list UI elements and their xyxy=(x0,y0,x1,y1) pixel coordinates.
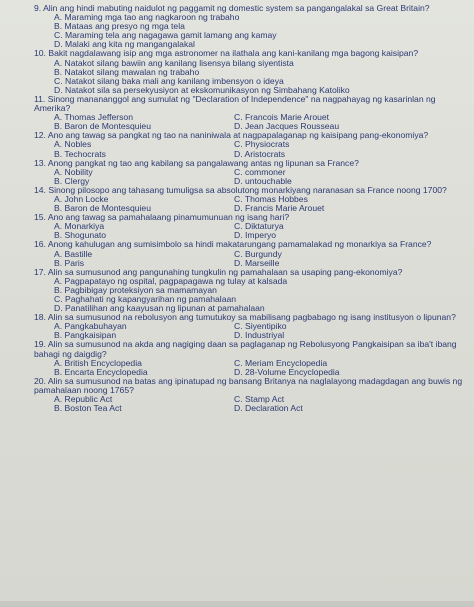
answer-option: D. Aristocrats xyxy=(234,148,286,159)
answer-options xyxy=(34,168,472,186)
answer-option: A. British Encyclopedia xyxy=(54,357,142,368)
answer-options xyxy=(34,222,472,240)
answer-option: C. Diktaturya xyxy=(234,221,284,232)
answer-options xyxy=(34,250,472,268)
answer-option: B. Techocrats xyxy=(54,148,106,159)
answer-option: B. Encarta Encyclopedia xyxy=(54,366,148,377)
question-item xyxy=(34,95,472,131)
answer-option: B. Baron de Montesquieu xyxy=(54,203,151,214)
answer-option: A. Monarkiya xyxy=(54,221,105,232)
answer-option: D. Jean Jacques Rousseau xyxy=(234,121,340,132)
answer-option: C. commoner xyxy=(234,166,286,177)
answer-option: D. Industriyal xyxy=(234,330,285,341)
question-item xyxy=(34,186,472,213)
question-item xyxy=(34,213,472,240)
answer-option: C. Thomas Hobbes xyxy=(234,193,308,204)
answer-option: A. Natakot silang bawiin ang kanilang lisensya bilang siyentista xyxy=(54,57,294,68)
answer-option: B. Pagbibigay proteksiyon sa mamamayan xyxy=(54,284,217,295)
question-item xyxy=(34,268,472,313)
question-list xyxy=(34,4,472,413)
answer-option: A. Thomas Jefferson xyxy=(54,112,133,123)
answer-option: A. Bastille xyxy=(54,248,93,259)
answer-options xyxy=(34,277,472,313)
question-item xyxy=(34,159,472,186)
answer-options xyxy=(34,195,472,213)
question-text: 17. Alin sa sumusunod ang pangunahing tungkulin ng pamahalaan sa usaping pang-ekonomiya? xyxy=(34,266,403,277)
answer-options xyxy=(34,13,472,49)
question-item xyxy=(34,131,472,158)
answer-option: C. Physiocrats xyxy=(234,139,290,150)
answer-option: A. Nobles xyxy=(54,139,92,150)
answer-option: B. Mataas ang presyo ng mga tela xyxy=(54,21,185,32)
answer-option: D. Francis Marie Arouet xyxy=(234,203,325,214)
answer-options xyxy=(34,359,472,377)
answer-option: C. Meriam Encyclopedia xyxy=(234,357,328,368)
page-bottom-edge xyxy=(0,601,474,607)
question-item xyxy=(34,377,472,413)
question-text: 20. Alin sa sumusunod na batas ang ipinatupad ng bansang Britanya na naglalayong madagdagan ang buwis ng pamahalaan noong 1765? xyxy=(34,375,463,395)
answer-option: B. Natakot silang mawalan ng trabaho xyxy=(54,66,200,77)
answer-option: A. John Locke xyxy=(54,193,109,204)
question-text: 13. Anong pangkat ng tao ang kabilang sa pangalawang antas ng lipunan sa France? xyxy=(34,157,359,168)
answer-options xyxy=(34,395,472,413)
answer-option: D. Malaki ang kita ng mangangalakal xyxy=(54,39,195,50)
answer-option: C. Paghahati ng kapangyarihan ng pamahalaan xyxy=(54,294,237,304)
question-item xyxy=(34,313,472,340)
answer-option: B. Baron de Montesquieu xyxy=(54,121,151,132)
answer-option: B. Shogunato xyxy=(54,230,107,241)
answer-option: C. Maraming tela ang nagagawa gamit lamang ang kamay xyxy=(54,30,277,41)
answer-option: C. Siyentipiko xyxy=(234,321,287,332)
answer-option: A. Maraming mga tao ang nagkaroon ng trabaho xyxy=(54,12,240,23)
answer-option: B. Clergy xyxy=(54,175,90,186)
question-text: 15. Ano ang tawag sa pamahalaang pinamumunuan ng isang hari? xyxy=(34,212,290,223)
answer-option: C. Francois Marie Arouet xyxy=(234,112,330,123)
answer-options xyxy=(34,140,472,158)
answer-option: A. Pangkabuhayan xyxy=(54,321,127,332)
question-item xyxy=(34,4,472,49)
answer-option: D. Natakot sila sa persekyusiyon at ekskomunikasyon ng Simbahang Katoliko xyxy=(54,84,350,95)
answer-option: D. Panatilihan ang kaayusan ng lipunan at pamahalaan xyxy=(54,303,265,314)
answer-option: D. 28-Volume Encyclopedia xyxy=(234,366,340,377)
question-text: 11. Sinong manananggol ang sumulat ng "Declaration of Independence" na nagpahayag ng kasarinlan ng Amerika? xyxy=(34,93,436,114)
question-text: 14. Sinong pilosopo ang tahasang tumuligsa sa absolutong monarkiyang naranasan sa France noong 1700? xyxy=(34,184,447,195)
answer-option: A. Republic Act xyxy=(54,394,113,405)
answer-option: B. Paris xyxy=(54,257,85,268)
answer-option: A. Nobility xyxy=(54,166,93,177)
answer-options xyxy=(34,59,472,95)
question-text: 18. Alin sa sumusunod na rebolusyon ang tumutukoy sa mabilisang pagbabago ng isang institusyon o lipunan? xyxy=(34,312,456,323)
answer-option: D. Marseille xyxy=(234,257,280,268)
answer-option: B. Pangkaisipan xyxy=(54,330,117,341)
question-text: 16. Anong kahulugan ang sumisimbolo sa hindi makatarungang pamamalakad ng monarkiya sa France? xyxy=(34,239,432,250)
answer-options xyxy=(34,322,472,340)
question-item xyxy=(34,340,472,376)
answer-option: C. Burgundy xyxy=(234,248,282,259)
question-text: 10. Bakit nagdalawang isip ang mga astronomer na ilathala ang kani-kanilang mga bagong kaisipan? xyxy=(34,48,419,59)
answer-option: C. Natakot silang baka mali ang kanilang imbensyon o ideya xyxy=(54,75,284,86)
answer-option: C. Stamp Act xyxy=(234,394,285,405)
answer-options xyxy=(34,113,472,131)
answer-option: D. Imperyo xyxy=(234,230,277,241)
answer-option: A. Pagpapatayo ng ospital, pagpapagawa ng tulay at kalsada xyxy=(54,275,288,286)
answer-option: D. Declaration Act xyxy=(234,403,303,414)
question-item xyxy=(34,240,472,267)
question-text: 12. Ano ang tawag sa pangkat ng tao na naniniwala at nagpapalaganap ng kaisipang pang-ekonomiya? xyxy=(34,130,429,141)
question-text: 19. Alin sa sumusunod na akda ang nagiging daan sa paglaganap ng Rebolusyong Pangkaisipan sa iba't ibang bahagi ng daigdig? xyxy=(34,339,457,359)
question-item xyxy=(34,49,472,94)
question-text: 9. Alin ang hindi mabuting naidulot ng paggamit ng domestic system sa pangangalakal sa Great Britain? xyxy=(34,3,430,13)
answer-option: B. Boston Tea Act xyxy=(54,403,122,414)
answer-option: D. untouchable xyxy=(234,175,292,186)
